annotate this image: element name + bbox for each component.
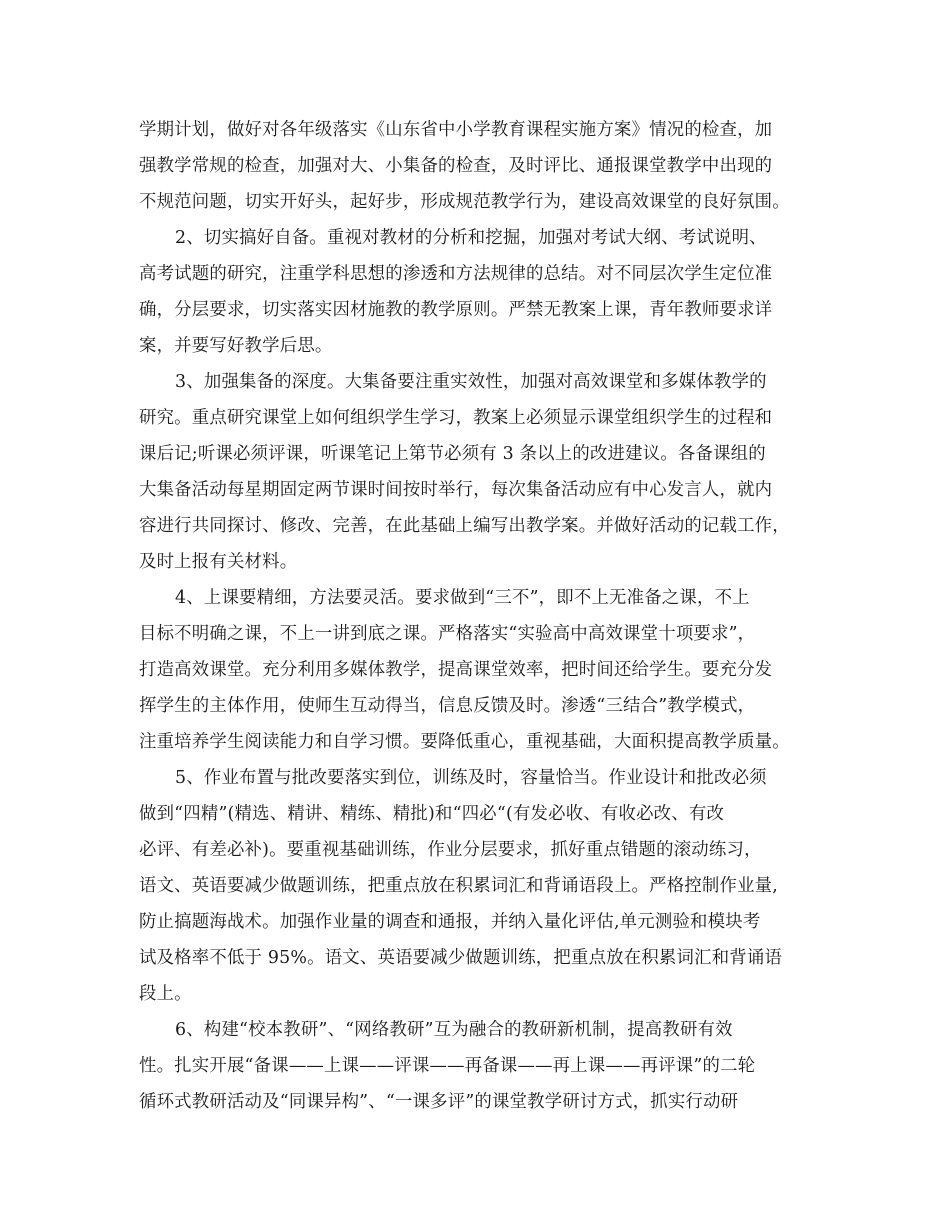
text-line: 学期计划，做好对各年级落实《山东省中小学教育课程实施方案》情况的检查，加 — [139, 120, 773, 140]
text-line: 做到“四精”(精选、精讲、精练、精批)和“四必“(有发必收、有收必改、有改 — [139, 804, 725, 824]
text-line: 段上。 — [139, 984, 192, 1004]
text-line: 强教学常规的检查，加强对大、小集备的检查，及时评比、通报课堂教学中出现的 — [139, 156, 773, 176]
text-line: 防止搞题海战术。加强作业量的调查和通报，并纳入量化评估,单元测验和模块考 — [139, 912, 761, 932]
text-line: 不规范问题，切实开好头，起好步，形成规范教学行为，建设高效课堂的良好氛围。 — [139, 192, 790, 212]
paragraph-start-line: 6、构建“校本教研”、“网络教研”互为融合的教研新机制，提高教研有效 — [175, 1020, 733, 1040]
text-line: 研究。重点研究课堂上如何组织学生学习，教案上必须显示课堂组织学生的过程和 — [139, 408, 773, 428]
text-line: 循环式教研活动及“同课异构”、“一课多评”的课堂教学研讨方式，抓实行动研 — [139, 1092, 739, 1112]
text-line: 高考试题的研究，注重学科思想的渗透和方法规律的总结。对不同层次学生定位准 — [139, 264, 773, 284]
text-line: 案，并要写好教学后思。 — [139, 336, 333, 356]
text-line: 打造高效课堂。充分利用多媒体教学，提高课堂效率，把时间还给学生。要充分发 — [139, 660, 773, 680]
text-line: 确，分层要求，切实落实因材施教的教学原则。严禁无教案上课，青年教师要求详 — [139, 300, 773, 320]
paragraph-start-line: 4、上课要精细，方法要灵活。要求做到“三不”，即不上无准备之课，不上 — [175, 588, 750, 608]
text-line: 性。扎实开展“备课——上课——评课——再备课——再上课——再评课”的二轮 — [139, 1056, 756, 1076]
text-line: 试及格率不低于 95%。语文、英语要减少做题训练，把重点放在积累词汇和背诵语 — [139, 948, 783, 968]
text-line: 必评、有差必补)。要重视基础训练，作业分层要求，抓好重点错题的滚动练习， — [139, 840, 762, 860]
text-line: 及时上报有关材料。 — [139, 552, 298, 572]
text-line: 目标不明确之课，不上一讲到底之课。严格落实“实验高中高效课堂十项要求”， — [139, 624, 756, 644]
text-line: 课后记;听课必须评课，听课笔记上第节必须有 3 条以上的改进建议。各备课组的 — [139, 444, 766, 464]
paragraph-start-line: 2、切实搞好自备。重视对教材的分析和挖掘，加强对考试大纲、考试说明、 — [175, 228, 767, 248]
text-line: 语文、英语要减少做题训练，把重点放在积累词汇和背诵语段上。严格控制作业量, — [139, 876, 778, 896]
paragraph-start-line: 3、加强集备的深度。大集备要注重实效性，加强对高效课堂和多媒体教学的 — [175, 372, 767, 392]
text-line: 大集备活动每星期固定两节课时间按时举行，每次集备活动应有中心发言人，就内 — [139, 480, 773, 500]
text-line: 注重培养学生阅读能力和自学习惯。要降低重心，重视基础，大面积提高教学质量。 — [139, 732, 790, 752]
document-body — [139, 112, 819, 1120]
text-line: 容进行共同探讨、修改、完善，在此基础上编写出教学案。并做好活动的记载工作， — [139, 516, 790, 536]
text-line: 挥学生的主体作用，使师生互动得当，信息反馈及时。渗透“三结合”教学模式， — [139, 696, 756, 716]
paragraph-start-line: 5、作业布置与批改要落实到位，训练及时，容量恰当。作业设计和批改必须 — [175, 768, 767, 788]
